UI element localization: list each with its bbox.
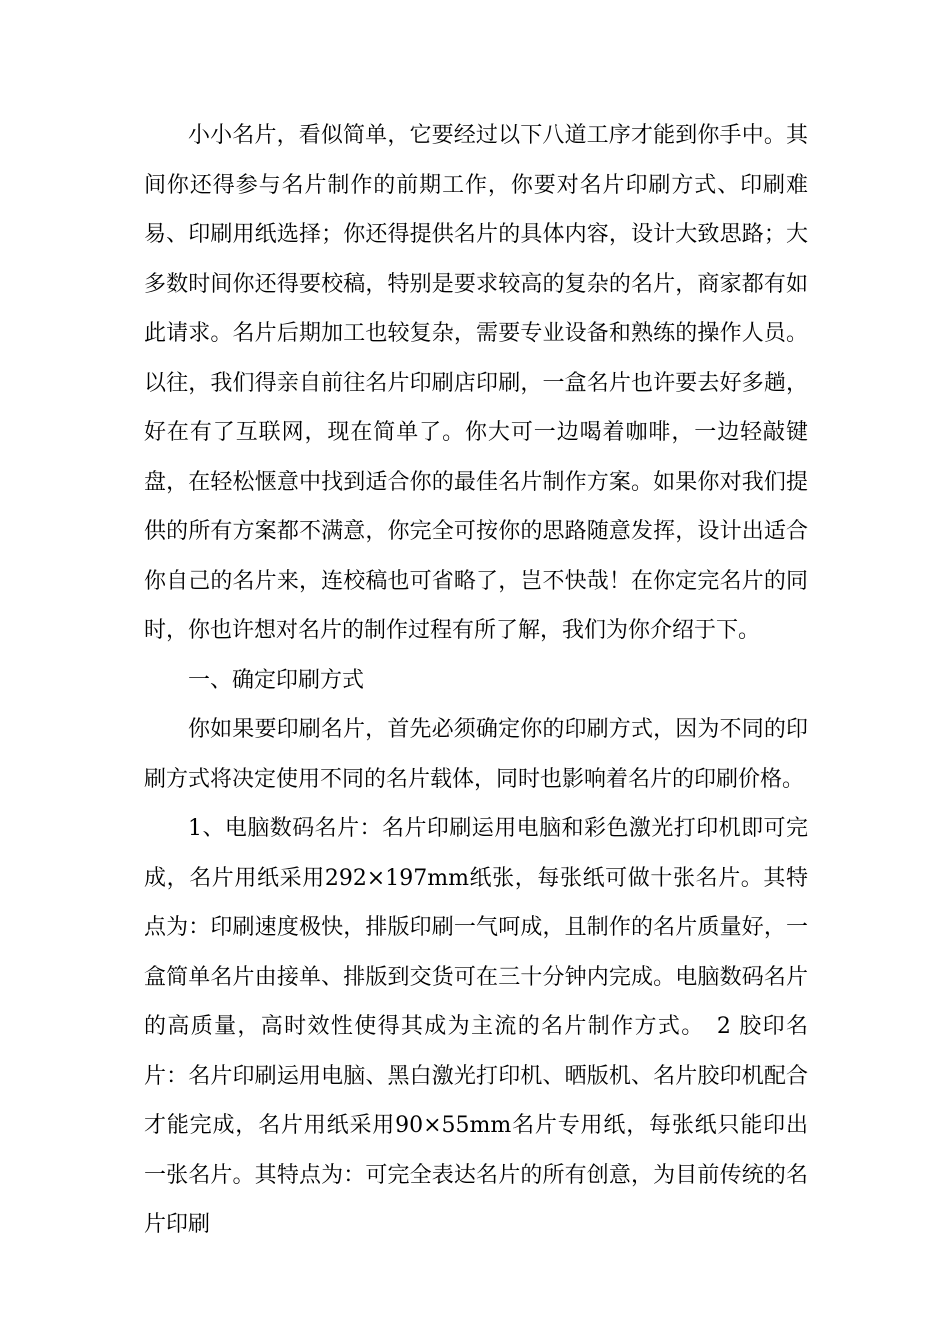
- paragraph-print-method: 你如果要印刷名片，首先必须确定你的印刷方式，因为不同的印刷方式将决定使用不同的名片载体，同时也影响着名片的印刷价格。: [144, 717, 808, 792]
- paragraph-card-types: 1、电脑数码名片：名片印刷运用电脑和彩色激光打印机即可完成，名片用纸采用292×197mm纸张，每张纸可做十张名片。其特点为：印刷速度极快，排版印刷一气呵成，且制作的名片质量好，一盒简单名片由接单、排版到交货可在三十分钟内完成。电脑数码名片的高质量，高时效性使得其成为主流的名片制作方式。 2 胶印名片：名片印刷运用电脑、黑白激光打印机、晒版机、名片胶印机配合才能完成，名片用纸采用90×55mm名片专用纸，每张纸只能印出一张名片。其特点为：可完全表达名片的所有创意，为目前传统的名片印刷: [144, 816, 808, 1237]
- section-heading-print-method: 一、确定印刷方式: [188, 667, 365, 693]
- document-body: [144, 111, 808, 1250]
- paragraph-intro: 小小名片，看似简单，它要经过以下八道工序才能到你手中。其间你还得参与名片制作的前期工作，你要对名片印刷方式、印刷难易、印刷用纸选择；你还得提供名片的具体内容，设计大致思路；大多数时间你还得要校稿，特别是要求较高的复杂的名片，商家都有如此请求。名片后期加工也较复杂，需要专业设备和熟练的操作人员。以往，我们得亲自前往名片印刷店印刷，一盒名片也许要去好多趟，好在有了互联网，现在简单了。你大可一边喝着咖啡，一边轻敲键盘，在轻松惬意中找到适合你的最佳名片制作方案。如果你对我们提供的所有方案都不满意，你完全可按你的思路随意发挥，设计出适合你自己的名片来，连校稿也可省略了，岂不快哉！在你定完名片的同时，你也许想对名片的制作过程有所了解，我们为你介绍于下。: [144, 123, 808, 643]
